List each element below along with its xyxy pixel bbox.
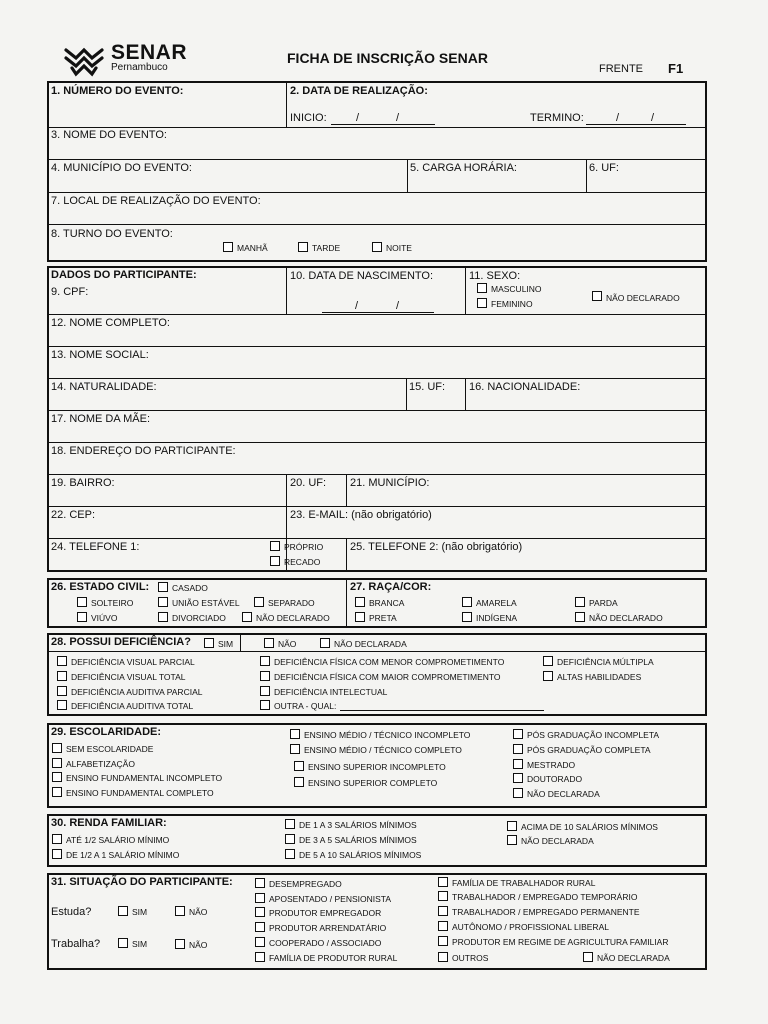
studies-yes-checkbox[interactable] — [118, 906, 128, 916]
civil-widowed-checkbox[interactable] — [77, 612, 87, 622]
race-black-checkbox[interactable] — [355, 612, 365, 622]
disability-hearing-total-checkbox[interactable] — [57, 700, 67, 710]
sit-autonomous-checkbox[interactable] — [438, 921, 448, 931]
start-date-label: INICIO: — [290, 112, 327, 124]
event-date-label: 2. DATA DE REALIZAÇÃO: — [290, 85, 428, 97]
end-date-label: TERMINO: — [530, 112, 584, 124]
shift-morning-checkbox[interactable] — [223, 242, 233, 252]
edu-fund-incomplete-checkbox[interactable] — [52, 772, 62, 782]
works-label: Trabalha? — [51, 938, 101, 950]
disability-multiple-checkbox[interactable] — [543, 656, 553, 666]
disability-visual-total-checkbox[interactable] — [57, 671, 67, 681]
form-code: F1 — [668, 61, 684, 76]
page-side: FRENTE — [599, 63, 643, 75]
disability-hearing-partial-checkbox[interactable] — [57, 686, 67, 696]
disability-undeclared-checkbox[interactable] — [320, 638, 330, 648]
income-label: 30. RENDA FAMILIAR: — [51, 817, 167, 829]
disability-label: 28. POSSUI DEFICIÊNCIA? — [51, 636, 191, 648]
sex-label: 11. SEXO: — [469, 270, 521, 282]
email-label: 23. E-MAIL: (não obrigatório) — [290, 509, 432, 521]
income-half-checkbox[interactable] — [52, 834, 62, 844]
phone-message-checkbox[interactable] — [270, 556, 280, 566]
disability-physical-minor-checkbox[interactable] — [260, 656, 270, 666]
event-city-label: 4. MUNICÍPIO DO EVENTO: — [51, 162, 192, 174]
race-indigenous-checkbox[interactable] — [462, 612, 472, 622]
birthplace-label: 14. NATURALIDADE: — [51, 381, 157, 393]
page-title: FICHA DE INSCRIÇÃO SENAR — [287, 50, 488, 66]
education-label: 29. ESCOLARIDADE: — [51, 726, 162, 738]
edu-none-checkbox[interactable] — [52, 743, 62, 753]
disability-gifted-checkbox[interactable] — [543, 671, 553, 681]
shift-night-checkbox[interactable] — [372, 242, 382, 252]
workload-label: 5. CARGA HORÁRIA: — [410, 162, 517, 174]
income-5-10-checkbox[interactable] — [285, 849, 295, 859]
edu-postgrad-complete-checkbox[interactable] — [513, 744, 523, 754]
birthplace-uf-label: 15. UF: — [409, 381, 446, 393]
income-1-3-checkbox[interactable] — [285, 819, 295, 829]
address-uf-label: 20. UF: — [290, 477, 327, 489]
event-shift-label: 8. TURNO DO EVENTO: — [51, 228, 173, 240]
brand-name: SENAR — [111, 41, 188, 64]
cep-label: 22. CEP: — [51, 509, 96, 521]
sex-undeclared-checkbox[interactable] — [592, 291, 602, 301]
sit-unemployed-checkbox[interactable] — [255, 878, 265, 888]
works-no-checkbox[interactable] — [175, 939, 185, 949]
event-number-label: 1. NÚMERO DO EVENTO: — [51, 85, 184, 97]
phone-own-checkbox[interactable] — [270, 541, 280, 551]
edu-college-incomplete-checkbox[interactable] — [294, 761, 304, 771]
sit-undeclared-checkbox[interactable] — [583, 952, 593, 962]
social-name-label: 13. NOME SOCIAL: — [51, 349, 149, 361]
disability-other-field[interactable] — [340, 710, 544, 711]
sex-female-checkbox[interactable] — [477, 298, 487, 308]
edu-doctorate-checkbox[interactable] — [513, 773, 523, 783]
birthdate-label: 10. DATA DE NASCIMENTO: — [290, 270, 434, 282]
disability-intellectual-checkbox[interactable] — [260, 686, 270, 696]
edu-literacy-checkbox[interactable] — [52, 758, 62, 768]
edu-undeclared-checkbox[interactable] — [513, 788, 523, 798]
studies-label: Estuda? — [51, 906, 92, 918]
disability-no-checkbox[interactable] — [264, 638, 274, 648]
participant-title: DADOS DO PARTICIPANTE: — [51, 269, 197, 281]
mother-name-label: 17. NOME DA MÃE: — [51, 413, 151, 425]
phone1-label: 24. TELEFONE 1: — [51, 541, 140, 553]
edu-hs-complete-checkbox[interactable] — [290, 744, 300, 754]
income-half-one-checkbox[interactable] — [52, 849, 62, 859]
edu-postgrad-incomplete-checkbox[interactable] — [513, 729, 523, 739]
disability-visual-partial-checkbox[interactable] — [57, 656, 67, 666]
civil-divorced-checkbox[interactable] — [158, 612, 168, 622]
race-yellow-checkbox[interactable] — [462, 597, 472, 607]
shift-afternoon-checkbox[interactable] — [298, 242, 308, 252]
situation-label: 31. SITUAÇÃO DO PARTICIPANTE: — [51, 876, 233, 888]
edu-masters-checkbox[interactable] — [513, 759, 523, 769]
full-name-label: 12. NOME COMPLETO: — [51, 317, 170, 329]
sit-producer-family-checkbox[interactable] — [255, 952, 265, 962]
address-label: 18. ENDEREÇO DO PARTICIPANTE: — [51, 445, 236, 457]
cpf-label: 9. CPF: — [51, 286, 89, 298]
birthdate-field[interactable] — [322, 312, 434, 313]
sit-temporary-checkbox[interactable] — [438, 891, 448, 901]
disability-yes-checkbox[interactable] — [204, 638, 214, 648]
sit-worker-family-checkbox[interactable] — [438, 877, 448, 887]
sit-family-farming-checkbox[interactable] — [438, 936, 448, 946]
brand-subtitle: Pernambuco — [111, 62, 168, 73]
civil-single-checkbox[interactable] — [77, 597, 87, 607]
sit-tenant-checkbox[interactable] — [255, 922, 265, 932]
race-label: 27. RAÇA/COR: — [350, 581, 432, 593]
phone2-label: 25. TELEFONE 2: (não obrigatório) — [350, 541, 523, 553]
senar-logo-icon — [62, 44, 106, 78]
sit-retired-checkbox[interactable] — [255, 893, 265, 903]
race-undeclared-checkbox[interactable] — [575, 612, 585, 622]
event-uf-label: 6. UF: — [589, 162, 619, 174]
sex-male-checkbox[interactable] — [477, 283, 487, 293]
civil-married-checkbox[interactable] — [158, 582, 168, 592]
neighborhood-label: 19. BAIRRO: — [51, 477, 115, 489]
civil-undeclared-checkbox[interactable] — [242, 612, 252, 622]
civil-status-label: 26. ESTADO CIVIL: — [51, 581, 150, 593]
sit-cooperative-checkbox[interactable] — [255, 937, 265, 947]
studies-no-checkbox[interactable] — [175, 906, 185, 916]
edu-fund-complete-checkbox[interactable] — [52, 787, 62, 797]
civil-stable-union-checkbox[interactable] — [158, 597, 168, 607]
disability-other-checkbox[interactable] — [260, 700, 270, 710]
sit-employer-checkbox[interactable] — [255, 907, 265, 917]
works-yes-checkbox[interactable] — [118, 938, 128, 948]
disability-physical-major-checkbox[interactable] — [260, 671, 270, 681]
race-white-checkbox[interactable] — [355, 597, 365, 607]
event-name-label: 3. NOME DO EVENTO: — [51, 129, 167, 141]
sit-permanent-checkbox[interactable] — [438, 906, 448, 916]
edu-hs-incomplete-checkbox[interactable] — [290, 729, 300, 739]
civil-separated-checkbox[interactable] — [254, 597, 264, 607]
edu-college-complete-checkbox[interactable] — [294, 777, 304, 787]
city-label: 21. MUNICÍPIO: — [350, 477, 430, 489]
end-date-field[interactable] — [586, 124, 686, 125]
income-over-10-checkbox[interactable] — [507, 821, 517, 831]
sit-others-checkbox[interactable] — [438, 952, 448, 962]
start-date-field[interactable] — [331, 124, 435, 125]
income-3-5-checkbox[interactable] — [285, 834, 295, 844]
income-undeclared-checkbox[interactable] — [507, 835, 517, 845]
event-location-label: 7. LOCAL DE REALIZAÇÃO DO EVENTO: — [51, 195, 261, 207]
race-brown-checkbox[interactable] — [575, 597, 585, 607]
nationality-label: 16. NACIONALIDADE: — [469, 381, 581, 393]
